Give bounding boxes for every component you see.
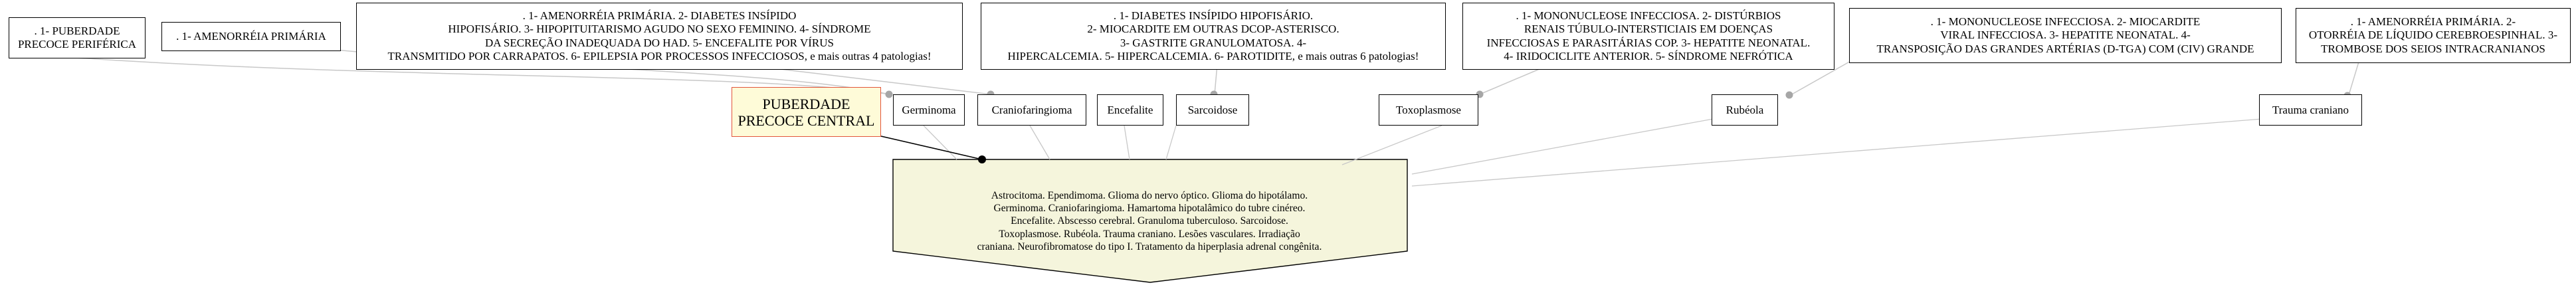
- note-toxoplasmose: . 1- MONONUCLEOSE INFECCIOSA. 2- DISTÚRBIOS RENAIS TÚBULO-INTERSTICIAIS EM DOENÇAS INFECCIOSAS E PARASITÁRIAS COP. 3- HEPATITE NEONATAL. 4- IRIDOCICLITE ANTERIOR. 5- SÍNDROME NEFRÓTICA: [1462, 3, 1834, 70]
- note-trauma-craniano: . 1- AMENORRÉIA PRIMÁRIA. 2- OTORRÉIA DE LÍQUIDO CEREBROESPINHAL. 3- TROMBOSE DOS SEIOS INTRACRANIANOS: [2296, 8, 2571, 63]
- central-edge-dot: [978, 155, 986, 163]
- cause-node-germinoma: Germinoma: [893, 94, 965, 126]
- note-rubeola: . 1- MONONUCLEOSE INFECCIOSA. 2- MIOCARDITE VIRAL INFECCIOSA. 3- HEPATITE NEONATAL. 4- TRANSPOSIÇÃO DAS GRANDES ARTÉRIAS (D-TGA) COM (CIV) GRANDE: [1849, 8, 2282, 63]
- cause-node-rubeola: Rubéola: [1712, 94, 1778, 126]
- target-node-text: Astrocitoma. Ependimoma. Glioma do nervo óptico. Glioma do hipotálamo. Germinoma. Craniofaringioma. Hamartoma hipotalâmico do tubre cinéreo. Encefalite. Abscesso cerebral. Granuloma tuberculoso. Sarcoidose. Toxoplasmose. Rubéola. Trauma craniano. Lesões vasculares. Irradiação craniana. Neurofibromatose do tipo I. Tratamento da hiperplasia adrenal congênita.: [977, 189, 1322, 252]
- cause-node-encefalite: Encefalite: [1097, 94, 1163, 126]
- central-node-puberdade-precoce-central: PUBERDADE PRECOCE CENTRAL: [732, 87, 881, 137]
- cause-node-craniofaringioma: Craniofaringioma: [977, 94, 1086, 126]
- cause-node-trauma-craniano: Trauma craniano: [2259, 94, 2362, 126]
- note-puberdade-periferica: . 1- PUBERDADE PRECOCE PERIFÉRICA: [9, 17, 146, 58]
- cause-node-sarcoidose: Sarcoidose: [1176, 94, 1249, 126]
- central-edge: [881, 136, 982, 159]
- note-craniofaringioma: . 1- AMENORRÉIA PRIMÁRIA. 2- DIABETES INSÍPIDO HIPOFISÁRIO. 3- HIPOPITUITARISMO AGUDO NO SEXO FEMININO. 4- SÍNDROME DA SECREÇÃO INADEQUADA DO HAD. 5- ENCEFALITE POR VÍRUS TRANSMITIDO POR CARRAPATOS. 6- EPILEPSIA POR PROCESSOS INFECCIOSOS, e mais outras 4 patologias!: [356, 3, 963, 70]
- cause-node-toxoplasmose: Toxoplasmose: [1379, 94, 1478, 126]
- note-sarcoidose: . 1- DIABETES INSÍPIDO HIPOFISÁRIO. 2- MIOCARDITE EM OUTRAS DCOP-ASTERISCO. 3- GASTRITE GRANULOMATOSA. 4- HIPERCALCEMIA. 5- HIPERCALCEMIA. 6- PAROTIDITE, e mais outras 6 patologias!: [981, 3, 1446, 70]
- note-germinoma: . 1- AMENORRÉIA PRIMÁRIA: [161, 22, 341, 51]
